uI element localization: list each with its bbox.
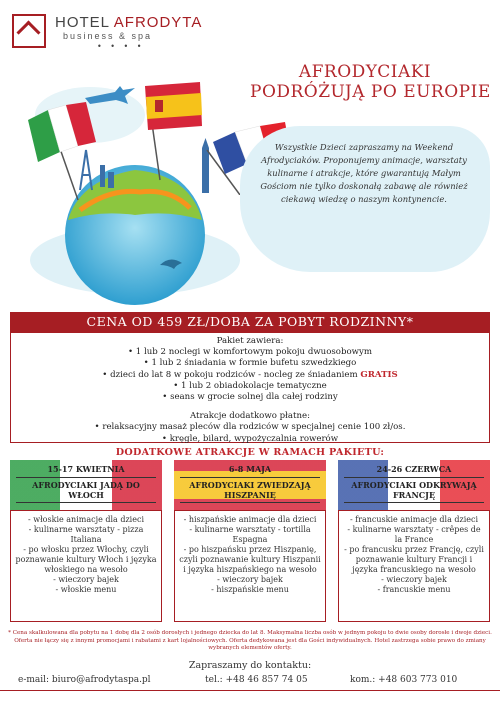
package-title: Pakiet zawiera:	[216, 336, 284, 346]
activity-item: - wieczory bajek	[381, 575, 447, 584]
contact-heading: Zapraszamy do kontaktu:	[188, 660, 312, 671]
title-line-1: AFRODYCIAKI	[298, 62, 432, 82]
activity-item: - francuskie animacje dla dzieci	[349, 515, 479, 524]
weekend-title: AFRODYCIAKI JADĄ DO WŁOCH	[16, 477, 156, 503]
activity-item: - hiszpańskie animacje dla dzieci	[183, 515, 317, 524]
package-details	[10, 336, 490, 445]
footnote: * Cena skalkulowana dla pobytu na 1 dobę dla 2 osób dorosłych i jednego dziecka do lat 8. Maksymalna liczba osób w jednym pokoju to dwie osoby dorosłe i dwoje dzieci. Oferta nie łączy się z innymi promocjami i rabatami z kart lojalnościowych. Oferta dedykowana jest dla Gości indywidualnych. Hotel zastrzega sobie prawo do zmiany wybranych elementów oferty.	[8, 630, 492, 651]
weekend-title: AFRODYCIAKI ZWIEDZAJĄ HISZPANIĘ	[180, 477, 320, 503]
activity-item: - po włosku przez Włochy, czyli poznawanie kultury Włoch i języka włoskiego na wesoło	[15, 545, 157, 574]
activity-item: - wieczory bajek	[217, 575, 283, 584]
package-item: • 1 lub 2 śniadania w formie bufetu szwedzkiego	[143, 358, 357, 369]
activity-item: - wieczory bajek	[53, 575, 119, 584]
bottom-divider	[0, 690, 500, 691]
package-item-kids	[10, 370, 490, 381]
page-title	[250, 62, 491, 102]
activity-item: - francuskie menu	[377, 585, 451, 594]
contact-mobile[interactable]: kom.: +48 603 773 010	[350, 675, 458, 685]
activity-item: - włoskie menu	[55, 585, 117, 594]
activity-item: - hiszpańskie menu	[211, 585, 289, 594]
activity-item: - po francusku przez Francję, czyli poznawanie kultury Francji i języka francuskiego na wesoło	[344, 545, 484, 574]
extra-attractions-heading: DODATKOWE ATRAKCJE W RAMACH PAKIETU:	[115, 447, 385, 458]
spain-flag-icon	[145, 82, 202, 180]
logo-dots: • • • •	[97, 42, 145, 51]
weekend-activities	[174, 510, 326, 622]
weekend-date: 24-26 CZERWCA	[376, 464, 452, 474]
weekend-activities	[10, 510, 162, 622]
gratis-badge: GRATIS	[360, 369, 398, 380]
package-item: • 1 lub 2 noclegi w komfortowym pokoju dwuosobowym	[127, 347, 373, 358]
activity-item: - kulinarne warsztaty - pizza Italiana	[28, 525, 144, 544]
activity-item: - kulinarne warsztaty - crêpes de la France	[347, 525, 481, 544]
hotel-subtitle: business & spa	[63, 31, 153, 41]
package-item: • seans w grocie solnej dla całej rodziny	[162, 392, 338, 403]
extra-paid-title: Atrakcje dodatkowo płatne:	[189, 411, 311, 422]
package-item: • 1 lub 2 obiadokolacje tematyczne	[173, 380, 327, 391]
activity-item: - po hiszpańsku przez Hiszpanię, czyli poznawanie kultury Hiszpanii i języka hiszpańskiego na wesoło	[179, 545, 321, 574]
eiffel-tower-icon	[80, 150, 92, 190]
package-item: • dzieci do lat 8 w pokoju rodziców - nocleg ze śniadaniem	[102, 369, 358, 380]
extra-paid-item: • kręgle, bilard, wypożyczalnia rowerów	[161, 433, 339, 444]
weekend-title: AFRODYCIAKI ODKRYWAJĄ FRANCJĘ	[344, 477, 484, 503]
weekend-card-italy	[10, 460, 162, 622]
hotel-logo-icon	[12, 14, 46, 48]
weekend-activities	[338, 510, 490, 622]
price-banner: CENA OD 459 ZŁ/DOBA ZA POBYT RODZINNY*	[10, 312, 490, 332]
activity-item: - włoskie animacje dla dzieci	[27, 515, 145, 524]
weekend-card-spain	[174, 460, 326, 622]
hotel-name-bold: AFRODYTA	[113, 14, 203, 31]
hotel-name-light: HOTEL	[55, 14, 110, 31]
intro-text: Wszystkie Dzieci zapraszamy na Weekend Afrodyciaków. Proponujemy animacje, warsztaty kulinarne i atrakcje, które gwarantują Małym Gościom nie tylko doskonałą zabawę ale również ciekawą wiedzę o naszym kontynencie.	[260, 142, 468, 204]
weekend-date: 15-17 KWIETNIA	[47, 464, 125, 474]
activity-item: - kulinarne warsztaty - tortilla Espagna	[189, 525, 311, 544]
weekend-card-france	[338, 460, 490, 622]
weekend-date: 6-8 MAJA	[228, 464, 272, 474]
hotel-name	[55, 14, 202, 31]
contact-email[interactable]: e-mail: biuro@afrodytaspa.pl	[18, 675, 151, 685]
extra-paid-item: • relaksacyjny masaż pleców dla rodziców w specjalnej cenie 100 zł/os.	[94, 422, 406, 433]
contact-phone[interactable]: tel.: +48 46 857 74 05	[205, 675, 308, 685]
title-line-2: PODRÓŻUJĄ PO EUROPIE	[250, 82, 491, 102]
